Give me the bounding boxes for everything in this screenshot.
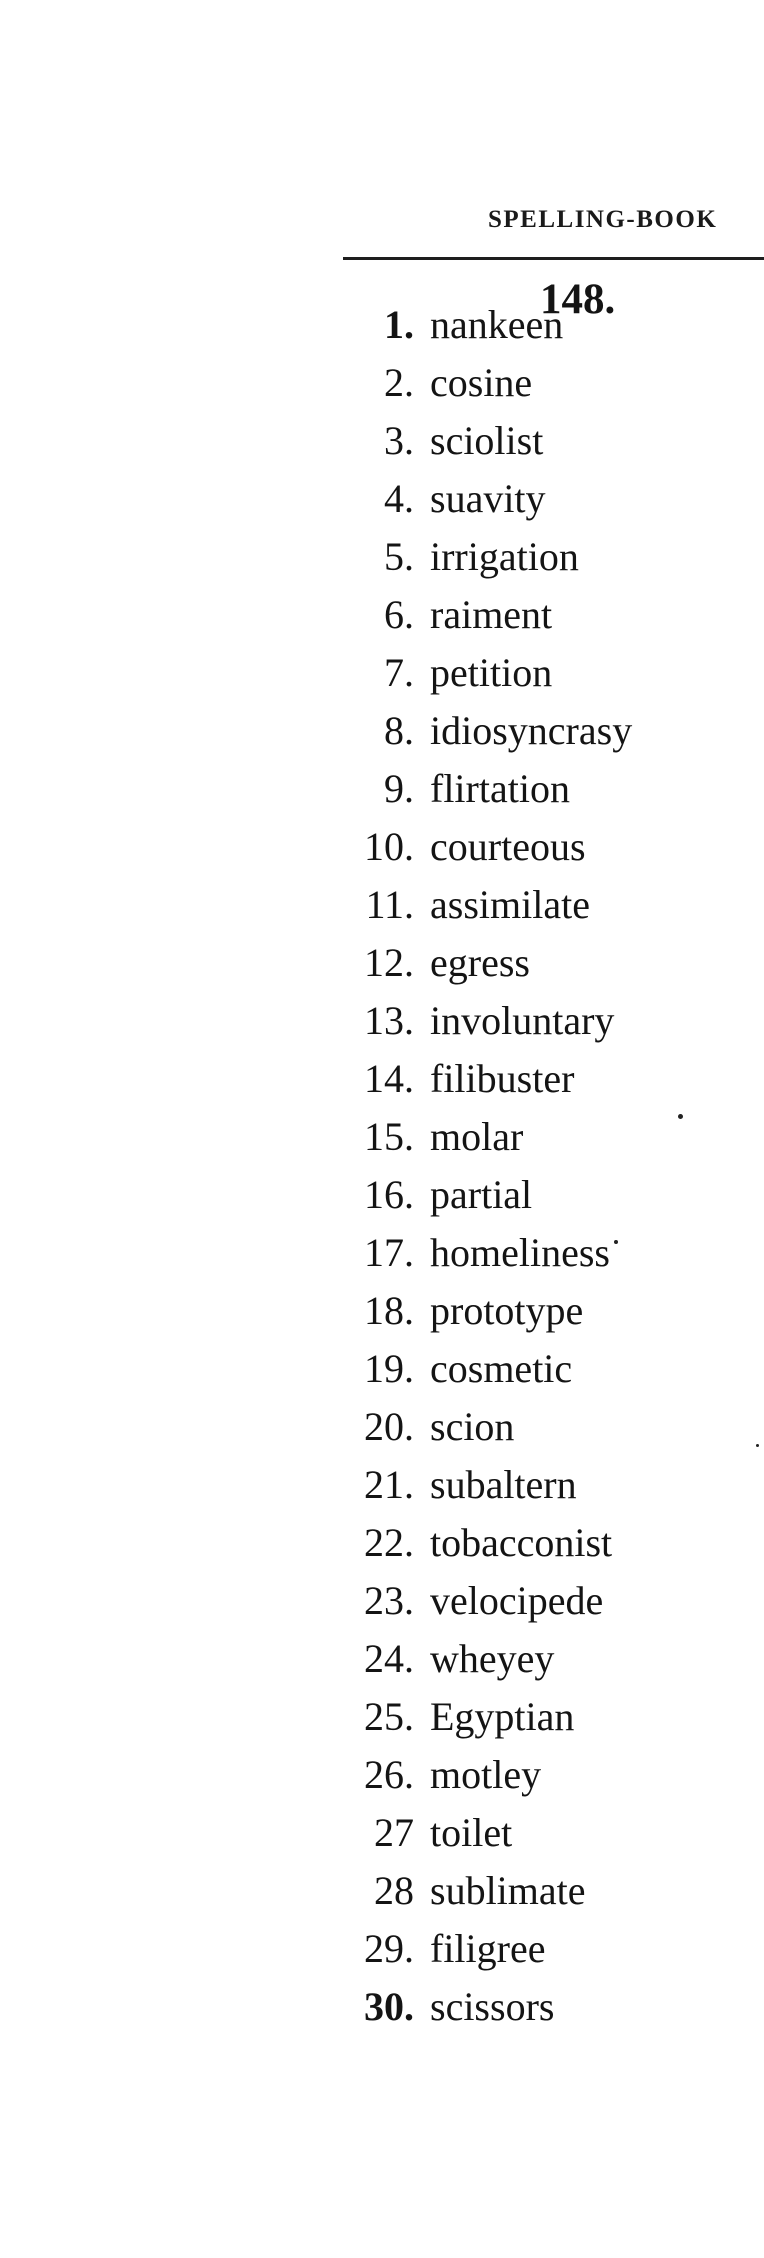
list-item [300, 1398, 632, 1456]
item-number: 26. [364, 1752, 414, 1797]
spelling-word: prototype [430, 1288, 584, 1333]
list-item [300, 586, 632, 644]
print-speck [614, 1240, 618, 1244]
list-item [300, 644, 632, 702]
list-item [300, 1456, 632, 1514]
list-item [300, 934, 632, 992]
item-number: 5. [384, 534, 414, 579]
item-number: 24. [364, 1636, 414, 1681]
spelling-word: petition [430, 650, 553, 695]
list-item [300, 1688, 632, 1746]
item-number: 16. [364, 1172, 414, 1217]
list-item [300, 1050, 632, 1108]
spelling-word: suavity [430, 476, 546, 521]
spelling-word: filibuster [430, 1056, 575, 1101]
item-number: 25. [364, 1694, 414, 1739]
list-item [300, 1340, 632, 1398]
item-number: 8. [384, 708, 414, 753]
running-header: SPELLING-BOOK [488, 206, 718, 233]
item-number: 22. [364, 1520, 414, 1565]
item-number: 6. [384, 592, 414, 637]
item-number: 13. [364, 998, 414, 1043]
section-number: 148. [540, 276, 616, 323]
spelling-word: toilet [430, 1810, 513, 1855]
item-number: 11. [365, 882, 414, 927]
item-number: 30. [364, 1984, 414, 2029]
spelling-word: scissors [430, 1984, 555, 2029]
spelling-word: molar [430, 1114, 524, 1159]
spelling-word: flirtation [430, 766, 570, 811]
list-item [300, 992, 632, 1050]
list-item [300, 1630, 632, 1688]
spelling-word: scion [430, 1404, 515, 1449]
list-item [300, 1978, 632, 2036]
list-item [300, 760, 632, 818]
item-number: 9. [384, 766, 414, 811]
item-number: 17. [364, 1230, 414, 1275]
spelling-word: homeliness [430, 1230, 610, 1275]
item-number: 4. [384, 476, 414, 521]
list-item [300, 876, 632, 934]
spelling-word: Egyptian [430, 1694, 575, 1739]
item-number: 21. [364, 1462, 414, 1507]
spelling-word: cosmetic [430, 1346, 573, 1391]
spelling-word: egress [430, 940, 530, 985]
spelling-word: sublimate [430, 1868, 586, 1913]
item-number: 20. [364, 1404, 414, 1449]
spelling-word: irrigation [430, 534, 579, 579]
item-number: 15. [364, 1114, 414, 1159]
list-item [300, 1224, 632, 1282]
list-item [300, 1108, 632, 1166]
list-item [300, 818, 632, 876]
spelling-word: involuntary [430, 998, 615, 1043]
spelling-word: tobacconist [430, 1520, 613, 1565]
spelling-word: partial [430, 1172, 533, 1217]
list-item [300, 702, 632, 760]
list-item [300, 1804, 632, 1862]
list-item [300, 296, 632, 354]
spelling-word: raiment [430, 592, 553, 637]
spelling-word: motley [430, 1752, 542, 1797]
spelling-word: cosine [430, 360, 533, 405]
print-speck [678, 1114, 683, 1119]
spelling-word: sciolist [430, 418, 544, 463]
item-number: 23. [364, 1578, 414, 1623]
item-number: 19. [364, 1346, 414, 1391]
item-number: 3. [384, 418, 414, 463]
list-item [300, 1862, 632, 1920]
list-item [300, 528, 632, 586]
list-item [300, 1514, 632, 1572]
list-item [300, 1282, 632, 1340]
list-item [300, 470, 632, 528]
header-rule [343, 257, 764, 260]
spelling-word: wheyey [430, 1636, 555, 1681]
item-number: 1. [384, 302, 414, 347]
item-number: 7. [384, 650, 414, 695]
item-number: 18. [364, 1288, 414, 1333]
item-number: 29. [364, 1926, 414, 1971]
item-number: 12. [364, 940, 414, 985]
list-item [300, 1746, 632, 1804]
spelling-word: filigree [430, 1926, 546, 1971]
list-item [300, 1920, 632, 1978]
spelling-word: nankeen [430, 302, 564, 347]
spelling-word: velocipede [430, 1578, 604, 1623]
item-number: 10. [364, 824, 414, 869]
list-item [300, 1166, 632, 1224]
spelling-word: assimilate [430, 882, 590, 927]
spelling-word: subaltern [430, 1462, 577, 1507]
list-item [300, 354, 632, 412]
spelling-word: idiosyncrasy [430, 708, 633, 753]
list-item [300, 1572, 632, 1630]
list-item [300, 412, 632, 470]
item-number: 14. [364, 1056, 414, 1101]
spelling-word: courteous [430, 824, 586, 869]
item-number: 2. [384, 360, 414, 405]
print-speck [756, 1444, 759, 1447]
item-number: 27 [374, 1810, 414, 1855]
item-number: 28 [374, 1868, 414, 1913]
spelling-word-list [300, 296, 632, 2036]
